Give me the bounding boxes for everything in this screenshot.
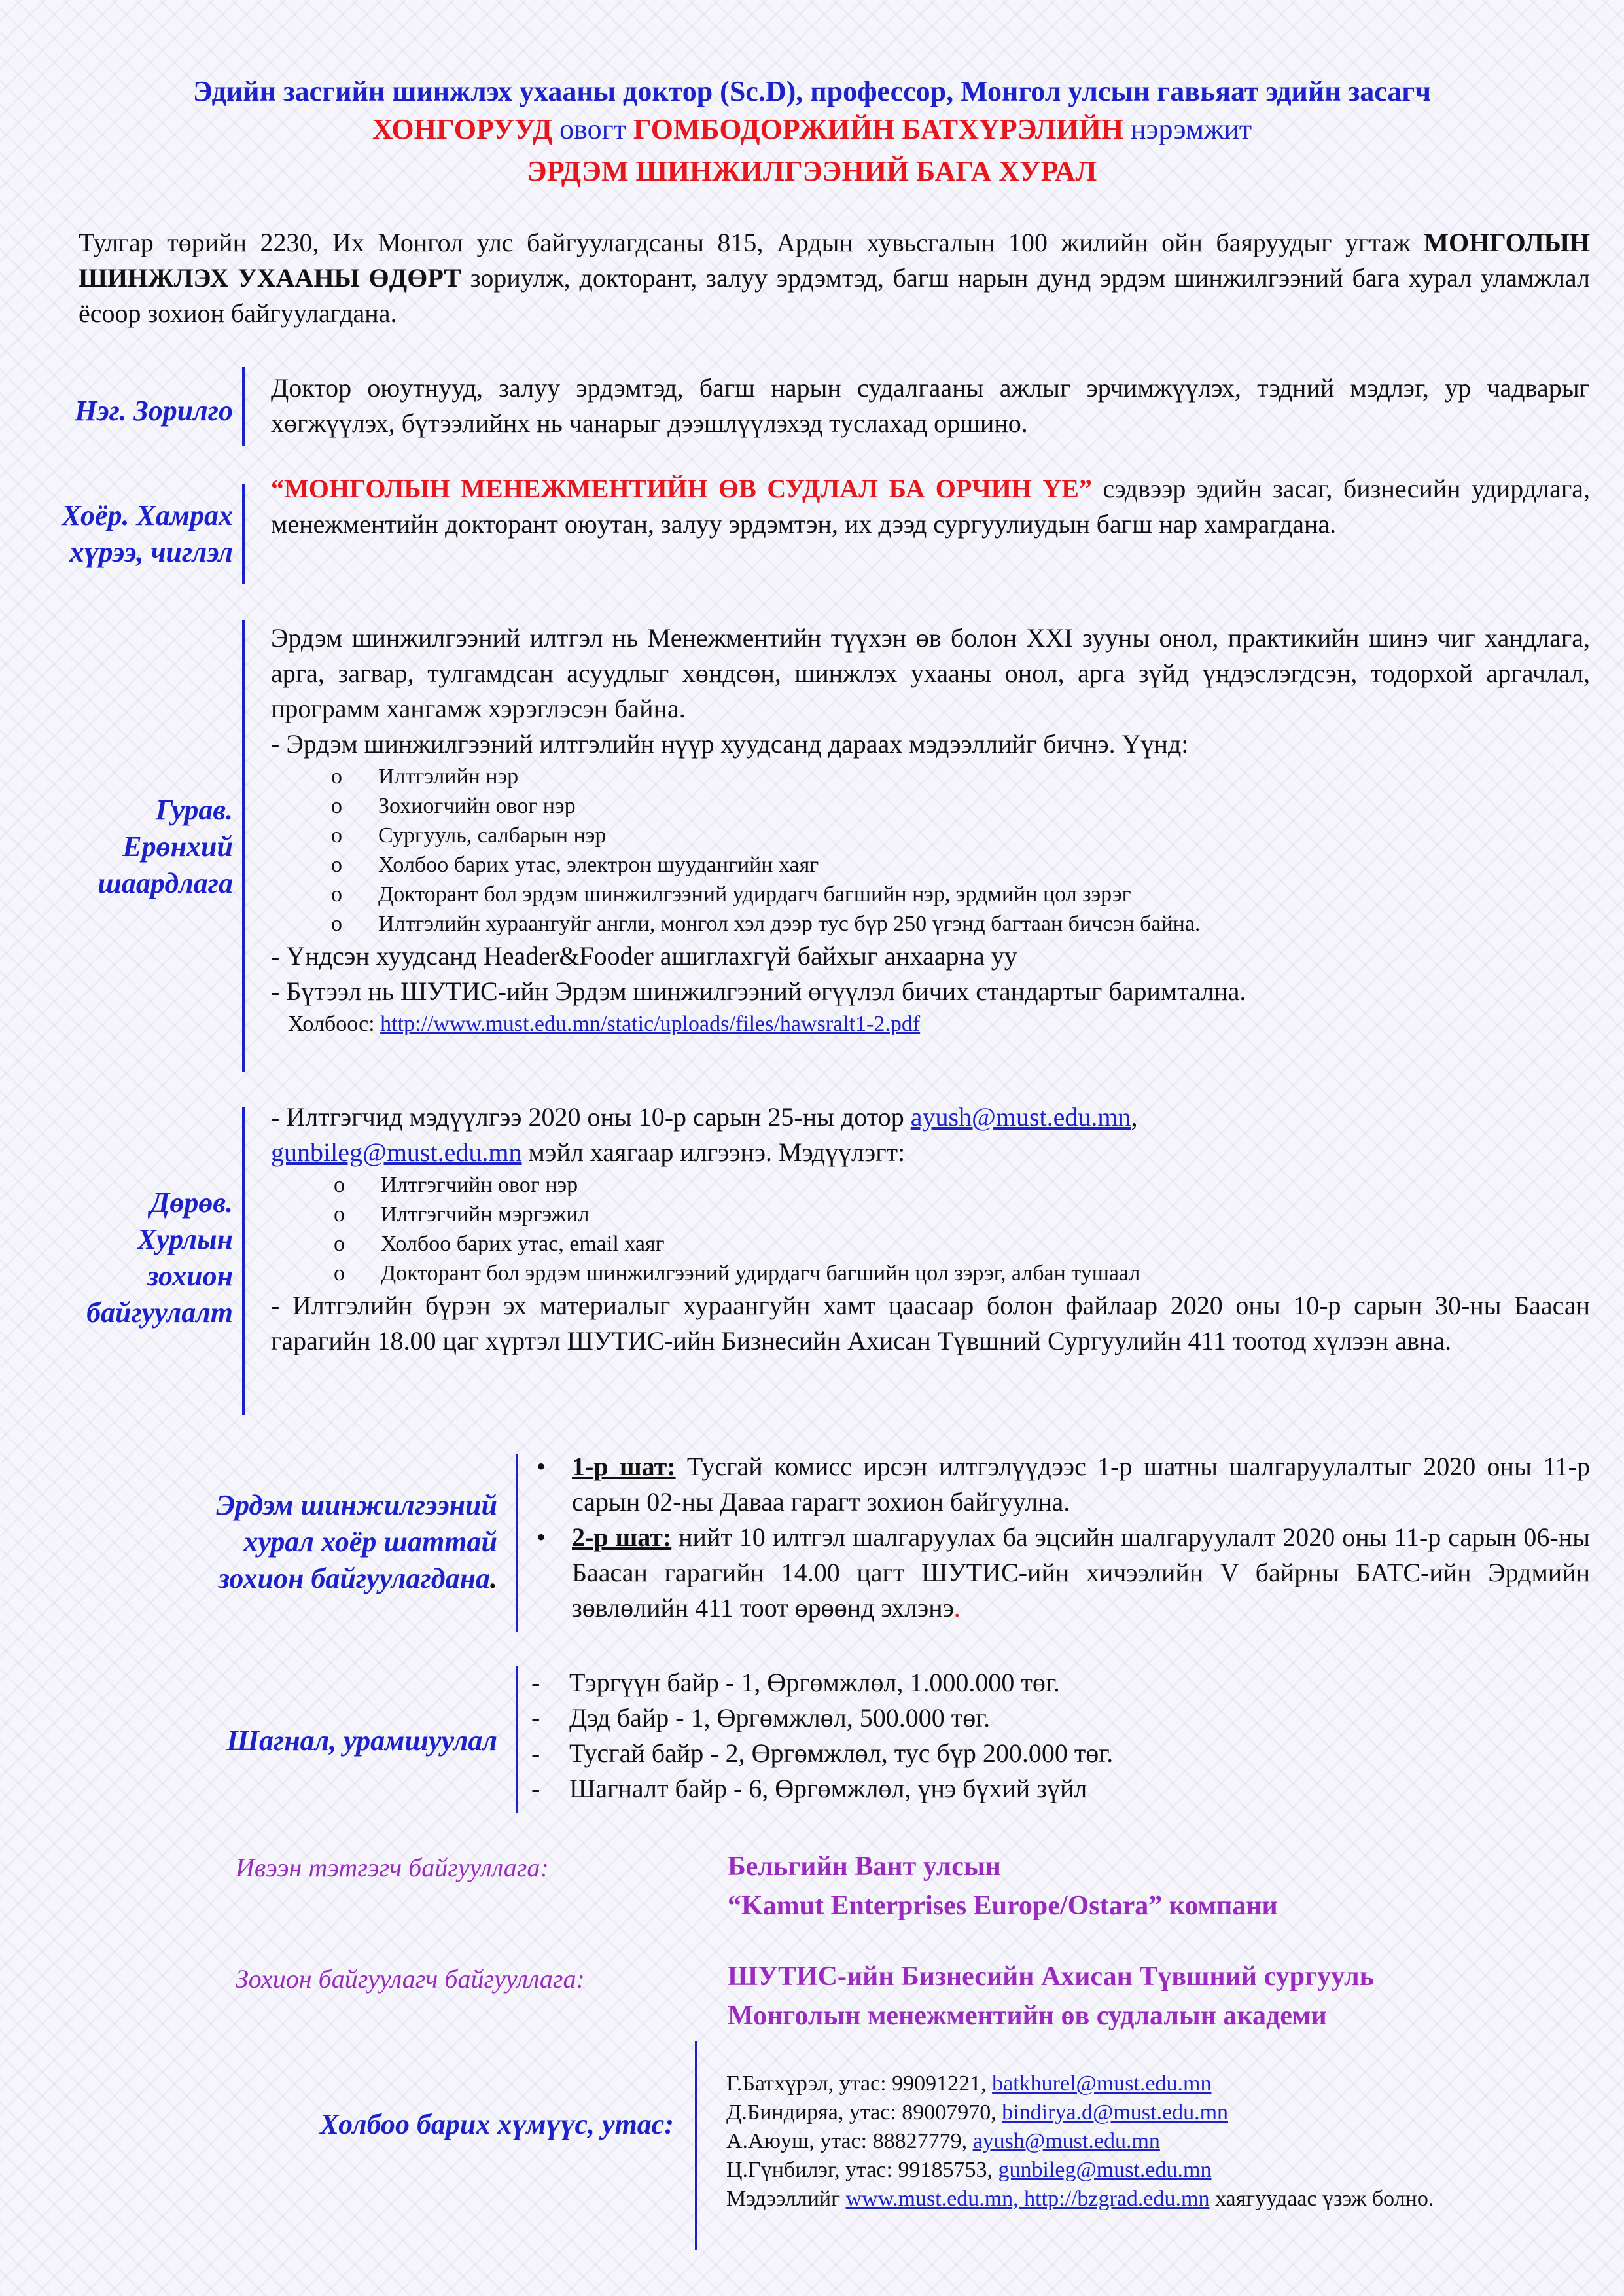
section-3-paragraph: Эрдэм шинжилгээний илтгэл нь Менежментийн түүхэн өв болон XXI зууны онол, практикийн шинэ чиг хандлага, арга, загвар, тулгамдсан асуудлыг хөндсөн, шинжлэх ухааны онол, арга зүйд үндэслэгдсэн, тодорхой аргачлал, программ хангамж хэрэглэсэн байна. <box>271 623 1590 723</box>
email-link-ayush[interactable]: ayush@must.edu.mn <box>910 1102 1131 1132</box>
contact-row: Д.Биндиряа, утас: 89007970, bindirya.d@must.edu.mn <box>726 2100 1229 2125</box>
section-3-dash-2: - Үндсэн хуудсанд Header&Fooder ашиглахгүй байхыг анхаарна уу <box>271 941 1017 971</box>
stage-1-text: Тусгай комисс ирсэн илтгэлүүдээс 1-р шатны шалгаруулалтыг 2020 оны 11-р сарын 02-ны Даваа гарагт зохион байгуулна. <box>572 1452 1590 1516</box>
section-4-label-3: зохион <box>147 1260 233 1292</box>
section-4-label-4: байгуулалт <box>86 1297 233 1329</box>
section-3-link-row <box>271 1009 1590 1039</box>
bullet-icon: o <box>334 1232 345 1256</box>
bullet-icon: o <box>331 912 342 936</box>
stage-1-title: 1-р шат: <box>572 1452 676 1481</box>
section-4-label-1: Дөрөв. <box>150 1187 233 1219</box>
email-link[interactable]: gunbileg@must.edu.mn <box>998 2158 1212 2182</box>
sponsor-label: Ивээн тэтгэгч байгууллага: <box>236 1853 549 1882</box>
email-link[interactable]: ayush@must.edu.mn <box>972 2129 1160 2153</box>
organizer-label: Зохион байгуулагч байгууллага: <box>236 1964 585 1994</box>
contact-row: Г.Батхүрэл, утас: 99091221, batkhurel@must.edu.mn <box>726 2072 1212 2096</box>
list-item: - Шагналт байр - 6, Өргөмжлөл, үнэ бүхий зүйл <box>531 1774 1087 1803</box>
stage-2-title: 2-р шат: <box>572 1522 672 1552</box>
section-3-label-2: Ерөнхий <box>122 831 233 863</box>
list-item: - Дэд байр - 1, Өргөмжлөл, 500.000 төг. <box>531 1703 991 1732</box>
list-item: o Сургууль, салбарын нэр <box>331 821 1590 850</box>
bullet-icon: o <box>331 853 342 877</box>
section-4-label-2: Хурлын <box>137 1223 233 1255</box>
section-3-label <box>26 792 233 902</box>
standard-pdf-link[interactable]: http://www.must.edu.mn/static/uploads/files/hawsralt1-2.pdf <box>380 1012 921 1036</box>
email-link[interactable]: bindirya.d@must.edu.mn <box>1002 2100 1229 2125</box>
bullet-icon: o <box>334 1202 345 1227</box>
list-item: - Тусгай байр - 2, Өргөмжлөл, тус бүр 200.000 төг. <box>531 1738 1114 1768</box>
section-5-label-1: Эрдэм шинжилгээний <box>216 1489 497 1521</box>
email-link-gunbileg[interactable]: gunbileg@must.edu.mn <box>271 1138 522 1167</box>
list-item: o Докторант бол эрдэм шинжилгээний удирдагч багшийн цол зэрэг, албан тушаал <box>334 1259 1590 1288</box>
bullet-icon: • <box>537 1452 546 1481</box>
section-5-label-3: зохион байгуулагдана <box>218 1562 490 1594</box>
list-item: o Зохиогчийн овог нэр <box>331 791 1590 821</box>
section-3-content <box>271 620 1590 1039</box>
contact-list <box>726 2070 1544 2214</box>
section-1-divider <box>242 367 245 446</box>
intro-text-2: зориулж, докторант, залуу эрдэмтэд, багш нарын дунд эрдэм шинжилгээний бага хурал уламжлал ёсоор зохион байгуулагдана. <box>79 263 1590 328</box>
list-item: - Тэргүүн байр - 1, Өргөмжлөл, 1.000.000 төг. <box>531 1668 1060 1697</box>
section-4-p1: - Илтгэгчид мэдүүлгээ 2020 оны 10-р сарын 25-ны дотор ayush@must.edu.mn, gunbileg@must.edu.mn мэйл хаягаар илгээнэ. Мэдүүлэгт: <box>271 1102 1138 1167</box>
section-2-body: сэдвээр эдийн засаг, бизнесийн удирдлага, менежментийн докторант оюутан, залуу эрдэмтэн, их дээд сургуулиудын багш нар хамрагдана. <box>271 474 1590 539</box>
intro-bold: МОНГОЛЫН ШИНЖЛЭХ УХААНЫ ӨДӨРТ <box>79 228 1590 293</box>
contact-divider <box>695 2041 697 2250</box>
section-6-label: Шагнал, урамшуулал <box>226 1725 497 1757</box>
section-5-label: Эрдэм шинжилгээний хурал хоёр шаттай зохион байгуулагдана. <box>39 1487 497 1597</box>
bullet-icon: o <box>331 764 342 789</box>
header-name: ГОМБОДОРЖИЙН БАТХҮРЭЛИЙН <box>626 113 1131 145</box>
stage-1 <box>537 1449 1590 1520</box>
header-line-3: ЭРДЭМ ШИНЖИЛГЭЭНИЙ БАГА ХУРАЛ <box>527 155 1097 187</box>
list-item: o Холбоо барих утас, email хаяг <box>334 1229 1590 1259</box>
bullet-icon: o <box>334 1173 345 1197</box>
bullet-icon: o <box>331 882 342 906</box>
info-row: Мэдээллийг www.must.edu.mn, http://bzgrad.edu.mn хаягуудаас үзэж болно. <box>726 2187 1434 2211</box>
sponsor-name: Бельгийн Вант улсын “Kamut Enterprises Europe/Ostara” компани <box>728 1852 1278 1921</box>
section-1-text: Доктор оюутнууд, залуу эрдэмтэд, багш нарын судалгааны ажлыг эрчимжүүлэх, тэдний мэдлэг, ур чадварыг хөгжүүлэх, бүтээлийнх нь чанарыг дээшлүүлэхэд туслахад оршино. <box>271 373 1590 438</box>
section-4-label <box>26 1185 233 1331</box>
section-3-divider <box>242 620 245 1072</box>
bullet-icon: o <box>331 794 342 818</box>
section-2-text <box>271 471 1590 542</box>
section-4-content <box>271 1100 1590 1359</box>
header-word-neremjit: нэрэмжит <box>1131 113 1252 145</box>
list-item: o Докторант бол эрдэм шинжилгээний удирдагч багшийн нэр, эрдмийн цол зэрэг <box>331 880 1590 909</box>
section-3-dash-3: - Бүтээл нь ШУТИС-ийн Эрдэм шинжилгээний өгүүлэл бичих стандартыг баримтална. <box>271 977 1246 1006</box>
bullet-icon: o <box>334 1261 345 1285</box>
link-label: Холбоос: <box>288 1012 381 1036</box>
section-4-list <box>334 1170 1590 1288</box>
section-3-list <box>331 762 1590 939</box>
organizer-name: ШУТИС-ийн Бизнесийн Ахисан Түвшний сургууль Монголын менежментийн өв судлалын академи <box>728 1962 1374 2031</box>
contact-label: Холбоо барих хүмүүс, утас: <box>319 2108 674 2140</box>
section-1-label: Нэг. Зорилго <box>75 395 233 427</box>
section-2-topic: “МОНГОЛЫН МЕНЕЖМЕНТИЙН ӨВ СУДЛАЛ БА ОРЧИН ҮЕ” <box>271 474 1092 503</box>
contact-row: Ц.Гүнбилэг, утас: 99185753, gunbileg@must.edu.mn <box>726 2158 1212 2182</box>
list-item: o Илтгэлийн нэр <box>331 762 1590 791</box>
awards-list <box>531 1665 1585 1806</box>
section-2-divider <box>242 484 245 584</box>
section-5-divider <box>516 1454 518 1632</box>
section-4-p2: - Илтгэлийн бүрэн эх материалыг хураангуйн хамт цаасаар болон файлаар 2020 оны 10-р сарын 30-ны Баасан гарагийн 18.00 цаг хүртэл ШУТИС-ийн Бизнесийн Ахисан Түвшний Сургуулийн 411 тоотод хүлээн авна. <box>271 1291 1590 1355</box>
section-2-label-1: Хоёр. Хамрах <box>62 499 233 531</box>
list-item: o Илтгэгчийн овог нэр <box>334 1170 1590 1200</box>
contact-row: А.Аюуш, утас: 88827779, ayush@must.edu.mn <box>726 2129 1160 2153</box>
section-3-label-1: Гурав. <box>155 794 233 826</box>
header-line-1: Эдийн засгийн шинжлэх ухааны доктор (Sc.D), профессор, Монгол улсын гавьяат эдийн засагч <box>192 75 1432 107</box>
section-3-dash-1: - Эрдэм шинжилгээний илтгэлийн нүүр хуудсанд дараах мэдээллийг бичнэ. Үүнд: <box>271 729 1189 759</box>
section-5-label-2: хурал хоёр шаттай <box>243 1526 497 1558</box>
list-item: o Илтгэлийн хураангуйг англи, монгол хэл дээр тус бүр 250 үгэнд багтаан бичсэн байна. <box>331 909 1590 939</box>
email-link[interactable]: batkhurel@must.edu.mn <box>992 2072 1212 2096</box>
section-5-content <box>537 1449 1590 1626</box>
list-item: o Илтгэгчийн мэргэжил <box>334 1200 1590 1229</box>
header-surname: ХОНГОРУУД <box>372 113 560 145</box>
intro-paragraph <box>79 225 1590 331</box>
section-3-label-3: шаардлага <box>97 867 233 899</box>
website-link[interactable]: www.must.edu.mn, http://bzgrad.edu.mn <box>845 2187 1210 2211</box>
section-2-label-2: хүрээ, чиглэл <box>69 536 233 568</box>
stage-2-text: нийт 10 илтгэл шалгаруулах ба эцсийн шалгаруулалт 2020 оны 11-р сарын 06-ны Баасан гарагийн 14.00 цагт ШУТИС-ийн хичээлийн V байрны БАТС-ийн Эрдмийн зөвлөлийн 411 тоот өрөөнд эхлэнэ <box>572 1522 1590 1623</box>
section-4-divider <box>242 1107 245 1415</box>
stage-2: • 2-р шат: нийт 10 илтгэл шалгаруулах ба эцсийн шалгаруулалт 2020 оны 11-р сарын 06-ны Баасан гарагийн 14.00 цагт ШУТИС-ийн хичээлийн V байрны БАТС-ийн Эрдмийн зөвлөлийн 411 тоот өрөөнд эхлэнэ. <box>537 1520 1590 1626</box>
section-6-divider <box>516 1666 518 1813</box>
list-item: o Холбоо барих утас, электрон шуудангийн хаяг <box>331 850 1590 880</box>
intro-text-1: Тулгар төрийн 2230, Их Монгол улс байгуулагдсаны 815, Ардын хувьсгалын 100 жилийн ойн баяруудыг угтаж <box>79 228 1424 257</box>
header-line-2 <box>79 113 1545 146</box>
bullet-icon: o <box>331 823 342 848</box>
bullet-icon: • <box>537 1522 546 1552</box>
header-word-ovogt: овогт <box>559 113 626 145</box>
section-2-label <box>26 497 233 571</box>
